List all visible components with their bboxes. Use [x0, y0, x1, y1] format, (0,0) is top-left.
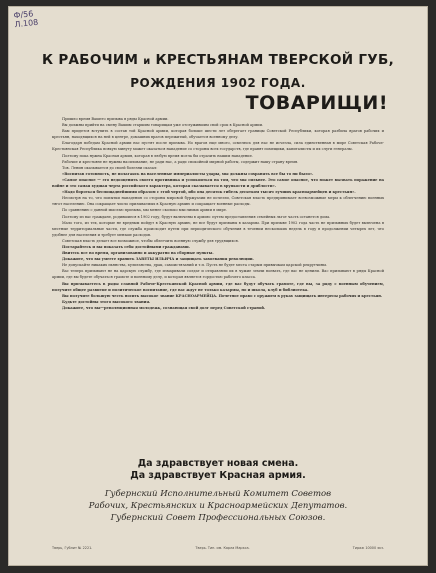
title-conj: и [143, 56, 151, 67]
print-footer [52, 546, 384, 550]
body-paragraph: Вы должны прийти на смену Вашим старшим товарищам уже отслужившим свой срок в Красной армии. [62, 123, 264, 128]
signature-line: Губернский Совет Профессиональных Союзов. [110, 513, 326, 523]
archive-sheet-number: Л.108 [14, 17, 39, 30]
body-paragraph: По сравнению с данной мыслью призыва, мы менее сколько мыслимых армии в мире. [62, 208, 228, 213]
body-paragraph: Вас теперь призывают не на царскую службу, где измаривали солдат и отправляли их в чужие земли воевать, где вас не ценили. Вас призывают в ряды Красной армии, где вы будете обучаться грамоте и военному делу, и которая является гордостью рабочего класса. [52, 269, 384, 280]
body-paragraph: Докажите, что вы умеете хранить ЗАВЕТЫ ИЛЬИЧА и защищать завоевания революции. [62, 257, 254, 262]
body-paragraph: «Воспитав готовность, не полагаясь на населенные империалисты удары, мы должны сохранять все бы то ни было». [62, 171, 314, 176]
body-paragraph: Вы получите большую честь носить высокое звание КРАСНОАРМЕЙЦА. Почетное право с оружием в руках защищать интересы рабочих и крестьян. [62, 293, 383, 298]
body-paragraph: Несмотря на то, что попытки нападения со стороны мировой буржуазии не исчезли, Советская власть предпринимает всевозможные меры к облегчению военных тягот населению. Она сокращает число призываемых в Красную армию и сокращает военные расходы. [52, 196, 384, 207]
body-paragraph: «Самое опасное — это недооценить своего противника и успокоиться на том, что мы сильнее. Это самое опасное, что может вызвать поражение на войне и это самая худшая черта российского характера, которая сказывается в хрупкости и дряблости». [52, 177, 384, 189]
signature-line: Губернский Исполнительный Комитет Советов [104, 489, 332, 499]
closing-slogans [8, 458, 428, 482]
poster-sheet [8, 6, 428, 566]
body-paragraph: Пришло время Вашего призыва в ряды Красной армии. [62, 117, 169, 121]
title-part2: КРЕСТЬЯНАМ ТВЕРСКОЙ ГУБ, [155, 52, 394, 68]
body-paragraph: «Надо бороться беспощаднейшими образом с этой чертой, ибо она десяток гибель десятком тысяч лучших красноармейцев и крестьян». [62, 190, 356, 195]
body-paragraph: Вы призываетесь в ряды славной Рабоче-Крестьянской Красной армии, где вас будут обучать грамоте, где вы, за ряду с военным обучением, получите общее развитие и политическое воспитание, где вас ждут не только казармы, но и школа, клуб и библиотека. [52, 281, 384, 292]
body-paragraph: Тов. Ленин оказывается до своей болезни сказал: [62, 165, 158, 170]
closing-slogan: Да здравствует Красная армия. [130, 470, 306, 481]
body-paragraph: Будьте достойны этого высокого звания. [62, 299, 151, 304]
title-part1: К РАБОЧИМ [42, 52, 139, 68]
archive-stamp [13, 9, 39, 29]
footer-printer: Тверь. Тип. им. Карла Маркса. [195, 546, 250, 550]
closing-slogan: Да здравствует новая смена. [137, 458, 299, 469]
body-paragraph: Явитесь все во время, организованно и аккуратно на сборные пункты. [62, 251, 214, 256]
poster-title [24, 52, 412, 68]
appeal-body-text [52, 116, 384, 311]
body-paragraph: Постарайтесь и вы показать себя достойными гражданами. [62, 244, 190, 249]
body-paragraph: Рабочие и крестьяне не нужны насилование, не ради нас, а ради спокойной мирной работы, содержит нашу страну время. [62, 159, 299, 164]
body-paragraph: Поэтому из вас граждане, родившиеся в 1902 году, будут включены в армию: путем предоставления семейных льгот часть останется дома. [62, 214, 331, 219]
signature-block [8, 488, 428, 524]
signature-line: Рабочих, Крестьянских и Красноармейских Депутатов. [88, 501, 348, 511]
body-paragraph: Благодаря победам Красной армии нас пустят после призыва. Но врагов еще много, осмелюсь для нас не исчезла, сила единственная в мире Советская Рабоче-Крестьянская Республика всякую минуту может оказаться нападение со стороны всех государств, где правят помещики, капиталисты и их слуги генералы. [52, 141, 384, 152]
body-paragraph: Вам придется вступить в состав той Красной армии, которая больше шести лет оберегает границы Советской Республики, которая разбила врагов рабочих и крестьян, находящихся на ней в центре, домашних врагов пережитый, обучается военному делу. [52, 129, 384, 140]
footer-censor: Тверь, Гублит № 2221. [52, 546, 93, 550]
body-paragraph: Не допускайте никаких пьянства, хулиганства, драк, самоистязаний и т.п. Пусть не будет места старым привычкам царской рекрутчины. [62, 263, 328, 268]
body-paragraph: Мало того, из тех, которые не вредным пойдут в Красную армию, не все будут призваны в казармы. При призыве 1902 года часть не призывных будет включена в местные территориальные части, где служба происходит путем при периодического обучения в течении нескольких недель в году в продолжении четырех лет, что удобнее для населения и требует меньше расходов. [52, 220, 384, 237]
body-paragraph: Докажите, что вы—революционная молодежь, сознающая свой долг перед Советской страной. [62, 305, 266, 310]
footer-circulation: Тираж 10000 экз. [352, 546, 384, 550]
poster-subtitle: РОЖДЕНИЯ 1902 ГОДА. [130, 76, 306, 90]
greeting-heading: ТОВАРИЩИ! [245, 92, 388, 114]
body-paragraph: Советская власть делает все возможное, чтобы облегчить военную службу для трудящихся. [62, 238, 239, 243]
archive-fond: Ф/56 [13, 9, 34, 21]
body-paragraph: Поэтому пока нужна Красная армия, которая в любую время могла бы отразить нашим нападение. [62, 153, 253, 158]
